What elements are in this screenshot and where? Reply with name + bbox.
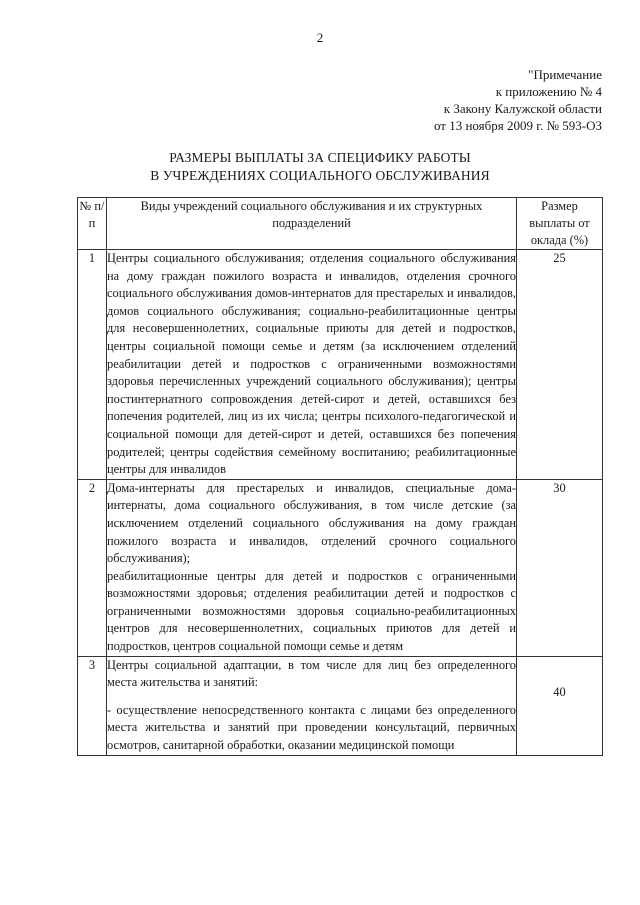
document-title — [0, 149, 640, 185]
header-payment-size: Размер выплаты от оклада (%) — [517, 198, 603, 250]
row-subitem: - осуществление непосредственного контакта с лицами без определенного места жительства и занятий при проведении консультаций, первичных осмотров, санитарной обработки, оказании медицинской помощи — [107, 702, 516, 753]
table-row — [78, 656, 603, 755]
page-number: 2 — [316, 30, 324, 45]
row-description-continued: реабилитационные центры для детей и подростков с ограниченными возможностями здоровья; отделения реабилитации детей и подростков с ограниченными возможностями здоровья социально-реабилитационных центров для несовершеннолетних, социальных приютов для детей и подростков, центров социальной помощи семье и детям — [107, 568, 516, 654]
title-line-2: В УЧРЕЖДЕНИЯХ СОЦИАЛЬНОГО ОБСЛУЖИВАНИЯ — [150, 168, 490, 183]
subitem-payment-size: 40 — [553, 684, 566, 699]
row-number: 2 — [78, 479, 107, 656]
row-number: 3 — [78, 656, 107, 755]
note-line-2: к приложению № 4 — [495, 84, 602, 99]
row-payment-size: 30 — [517, 479, 603, 656]
header-number: № п/п — [78, 198, 107, 250]
note-line-3: к Закону Калужской области — [443, 101, 602, 116]
table-header-row — [78, 198, 603, 250]
row-description: Центры социальной адаптации, в том числе для лиц без определенного места жительства и занятий: — [107, 657, 516, 690]
row-description-cell — [107, 656, 517, 755]
payments-table — [77, 197, 603, 756]
header-institution-type: Виды учреждений социального обслуживания и их структурных подразделений — [107, 198, 517, 250]
row-payment-size: 25 — [517, 250, 603, 480]
row-description: Дома-интернаты для престарелых и инвалидов, специальные дома-интернаты, дома социального обслуживания, в том числе детские (за исключением отделений социального обслуживания на дому граждан пожилого возраста и инвалидов, отделений срочного социального обслуживания); — [107, 480, 516, 566]
row-description-cell — [107, 479, 517, 656]
table-row — [78, 250, 603, 480]
row-description: Центры социального обслуживания; отделения социального обслуживания на дому граждан пожилого возраста и инвалидов, отделения срочного социального обслуживания домов-интернатов для престарелых и инвалидов, домов социального обслуживания; социально-реабилитационные центры для несовершеннолетних, социальные приюты для детей и подростков, центры социальной помощи семье и детям (за исключением отделений реабилитации детей и подростков с ограниченными возможностями здоровья перечисленных учреждений социального обслуживания); центры постинтернатного сопровождения детей-сирот и детей, оставшихся без попечения родителей, лиц из их числа; центры психолого-педагогической и социальной помощи для детей-сирот и детей, оставшихся без попечения родителей; центры содействия семейному воспитанию; реабилитационные центры для инвалидов — [107, 251, 516, 477]
title-line-1: РАЗМЕРЫ ВЫПЛАТЫ ЗА СПЕЦИФИКУ РАБОТЫ — [169, 150, 471, 165]
annex-note — [434, 66, 602, 134]
table-row — [78, 479, 603, 656]
row-number: 1 — [78, 250, 107, 480]
note-line-4: от 13 ноября 2009 г. № 593-ОЗ — [433, 118, 602, 133]
row-description-cell — [107, 250, 517, 480]
row-payment-size-cell — [517, 656, 603, 755]
note-line-1: "Примечание — [528, 67, 602, 82]
